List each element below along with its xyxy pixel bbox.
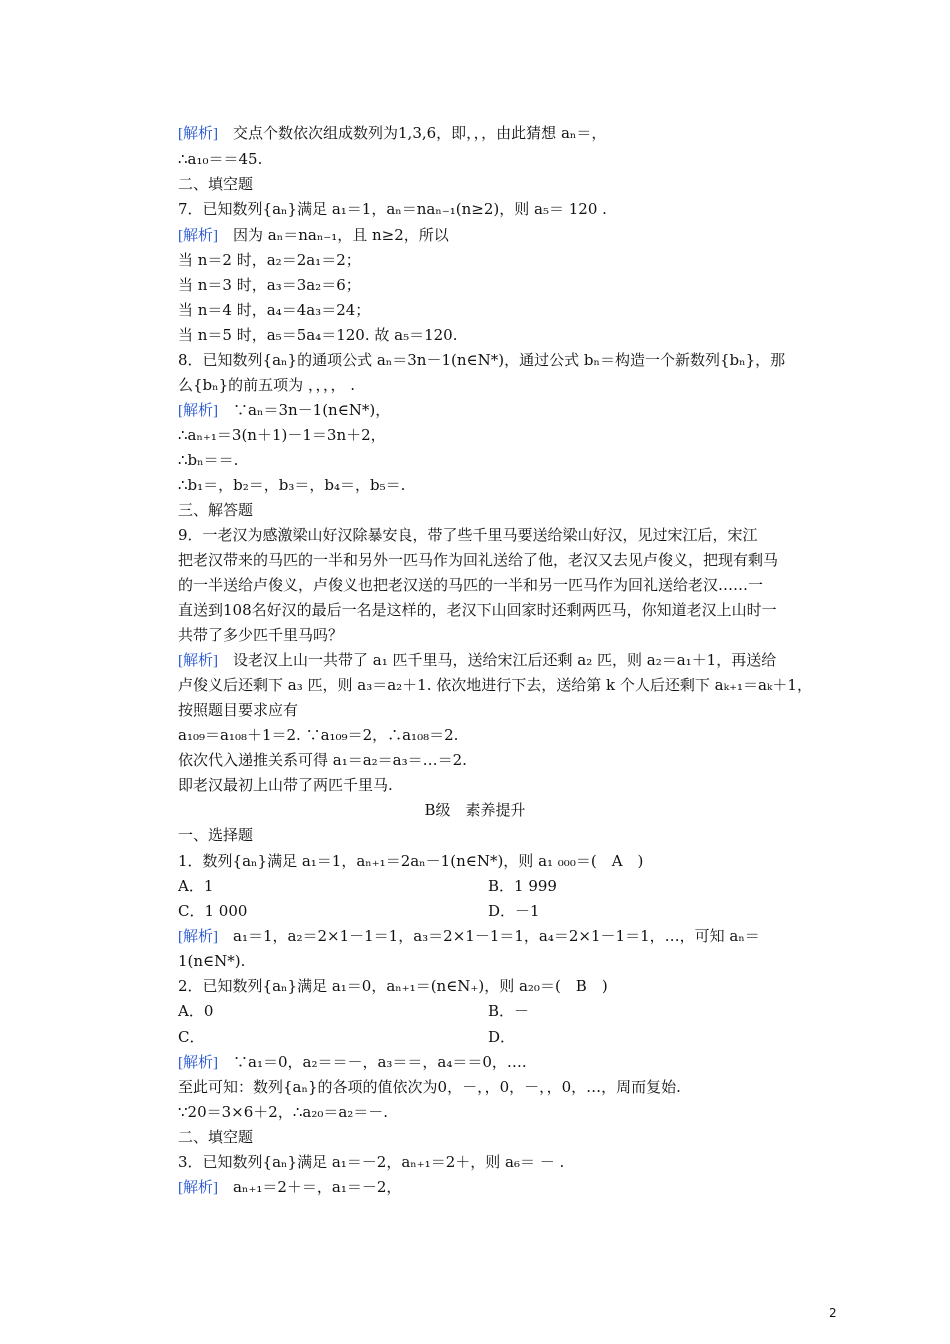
text-line: a₁₀₉＝a₁₀₈＋1＝2. ∵a₁₀₉＝2，∴a₁₀₈＝2. bbox=[178, 726, 459, 744]
text-line: 按照题目要求应有 bbox=[178, 701, 299, 719]
analysis-tag: [解析] bbox=[178, 653, 218, 669]
text-line: ∴a₁₀＝＝45. bbox=[178, 150, 263, 168]
question-7: 7．已知数列{aₙ}满足 a₁＝1，aₙ＝naₙ₋₁(n≥2)，则 a₅＝ 120 . bbox=[178, 200, 607, 218]
text-line: ∴b₁＝，b₂＝，b₃＝，b₄＝，b₅＝. bbox=[178, 476, 406, 494]
analysis-tag: [解析] bbox=[178, 929, 218, 945]
text-line: ∴bₙ＝＝. bbox=[178, 451, 239, 469]
analysis-line: [解析] 交点个数依次组成数列为1,3,6，即，，，由此猜想 aₙ＝， bbox=[178, 124, 607, 142]
option-a: A．0 bbox=[178, 1002, 214, 1020]
text-line: 即老汉最初上山带了两匹千里马. bbox=[178, 776, 393, 794]
section-heading: 二、填空题 bbox=[178, 175, 254, 193]
option-c: C． bbox=[178, 1028, 205, 1046]
text-line: 把老汉带来的马匹的一半和另外一匹马作为回礼送给了他，老汉又去见卢俊义，把现有剩马 bbox=[178, 551, 779, 569]
page-number: 2 bbox=[829, 1306, 837, 1320]
text-line: 当 n＝4 时，a₄＝4a₃＝24； bbox=[178, 301, 371, 319]
analysis-line: [解析] ∵aₙ＝3n－1(n∈N*)， bbox=[178, 401, 391, 419]
text-line: 当 n＝2 时，a₂＝2a₁＝2； bbox=[178, 251, 361, 269]
question-b2: 2．已知数列{aₙ}满足 a₁＝0，aₙ₊₁＝(n∈N₊)，则 a₂₀＝( B ) bbox=[178, 977, 608, 995]
text-line: 至此可知：数列{aₙ}的各项的值依次为0，－，，0，－，，0，…，周而复始. bbox=[178, 1078, 681, 1096]
text-line: 共带了多少匹千里马吗？ bbox=[178, 626, 344, 644]
level-heading: B级 素养提升 bbox=[424, 801, 526, 819]
analysis-line: [解析] a₁＝1，a₂＝2×1－1＝1，a₃＝2×1－1＝1，a₄＝2×1－1＝1，…，可知 aₙ＝ bbox=[178, 927, 760, 945]
analysis-tag: [解析] bbox=[178, 228, 218, 244]
text-line: 么{bₙ}的前五项为 ，，，， . bbox=[178, 376, 355, 394]
analysis-tag: [解析] bbox=[178, 126, 218, 142]
analysis-tag: [解析] bbox=[178, 1180, 218, 1196]
analysis-line: [解析] ∵a₁＝0，a₂＝＝－，a₃＝＝，a₄＝＝0，…. bbox=[178, 1053, 527, 1071]
section-heading: 三、解答题 bbox=[178, 501, 254, 519]
question-8: 8．已知数列{aₙ}的通项公式 aₙ＝3n－1(n∈N*)，通过公式 bₙ＝构造一个新数列{bₙ}，那 bbox=[178, 351, 786, 369]
text-line: 的一半送给卢俊义，卢俊义也把老汉送的马匹的一半和另一匹马作为回礼送给老汉……一 bbox=[178, 576, 764, 594]
text-line: 1(n∈N*). bbox=[178, 952, 246, 970]
text-line: 依次代入递推关系可得 a₁＝a₂＝a₃＝…＝2. bbox=[178, 751, 467, 769]
text-line: 当 n＝3 时，a₃＝3a₂＝6； bbox=[178, 276, 361, 294]
section-heading: 一、选择题 bbox=[178, 826, 254, 844]
analysis-line: [解析] 设老汉上山一共带了 a₁ 匹千里马，送给宋江后还剩 a₂ 匹，则 a₂＝a₁＋1，再送给 bbox=[178, 651, 777, 669]
text-line: 卢俊义后还剩下 a₃ 匹，则 a₃＝a₂＋1. 依次地进行下去，送给第 k 个人后还剩下 aₖ₊₁＝aₖ＋1， bbox=[178, 676, 812, 694]
text-line: ∵20＝3×6＋2，∴a₂₀＝a₂＝－. bbox=[178, 1103, 389, 1121]
question-b3: 3．已知数列{aₙ}满足 a₁＝－2，aₙ₊₁＝2＋，则 a₆＝ － . bbox=[178, 1153, 565, 1171]
text-line: 当 n＝5 时，a₅＝5a₄＝120. 故 a₅＝120. bbox=[178, 326, 458, 344]
option-d: D．－1 bbox=[488, 902, 540, 920]
option-d: D． bbox=[488, 1028, 516, 1046]
option-c: C．1 000 bbox=[178, 902, 248, 920]
question-9: 9．一老汉为感激梁山好汉除暴安良，带了些千里马要送给梁山好汉，见过宋江后，宋江 bbox=[178, 526, 758, 544]
text-line: 直送到108名好汉的最后一名是这样的，老汉下山回家时还剩两匹马，你知道老汉上山时一 bbox=[178, 601, 777, 619]
analysis-line: [解析] aₙ₊₁＝2＋＝，a₁＝－2， bbox=[178, 1178, 402, 1196]
option-b: B．1 999 bbox=[488, 877, 557, 895]
text-line: ∴aₙ₊₁＝3(n＋1)－1＝3n＋2， bbox=[178, 426, 386, 444]
analysis-tag: [解析] bbox=[178, 403, 218, 419]
option-a: A．1 bbox=[178, 877, 214, 895]
option-b: B．－ bbox=[488, 1002, 530, 1020]
analysis-line: [解析] 因为 aₙ＝naₙ₋₁，且 n≥2，所以 bbox=[178, 226, 449, 244]
analysis-tag: [解析] bbox=[178, 1055, 218, 1071]
question-b1: 1．数列{aₙ}满足 a₁＝1，aₙ₊₁＝2aₙ－1(n∈N*)，则 a₁ ₀₀₀＝( A ) bbox=[178, 852, 644, 870]
section-heading: 二、填空题 bbox=[178, 1128, 254, 1146]
